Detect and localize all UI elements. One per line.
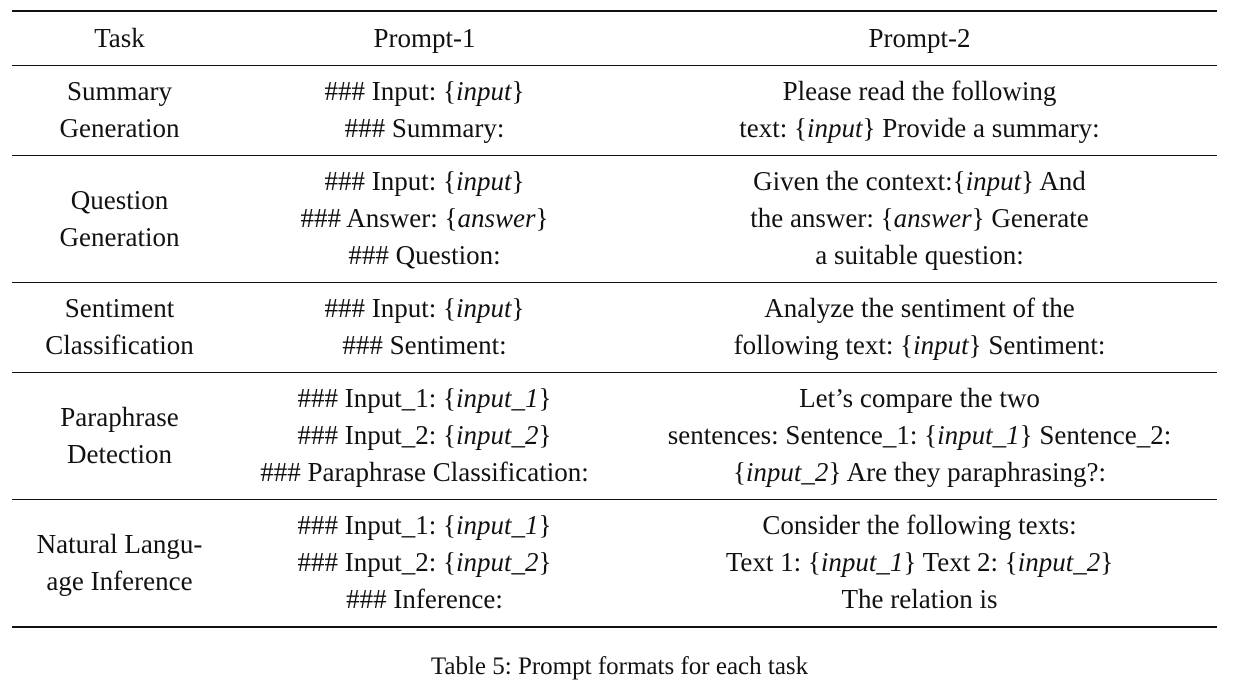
prompt-line <box>227 327 622 364</box>
prompt-text: } Text 2: { <box>903 547 1018 577</box>
prompt-line <box>227 581 622 618</box>
placeholder-variable: input_1 <box>820 547 904 577</box>
placeholder-variable: answer <box>457 203 536 233</box>
prompt-text: } <box>538 510 552 540</box>
prompt-text: ### Answer: { <box>300 203 458 233</box>
placeholder-variable: input_1 <box>937 420 1020 450</box>
table-header-row <box>12 11 1217 66</box>
prompt-line <box>227 417 622 454</box>
prompt-line <box>227 237 622 274</box>
prompt-1-cell <box>227 156 622 283</box>
prompt-2-cell <box>622 283 1217 373</box>
placeholder-variable: input <box>965 166 1022 196</box>
task-label-line: Detection <box>67 438 172 469</box>
prompt-text: } <box>538 420 552 450</box>
task-cell <box>12 283 227 373</box>
prompt-line <box>227 507 622 544</box>
prompt-text: } Sentiment: <box>968 330 1106 360</box>
prompt-1-cell <box>227 66 622 156</box>
table-row <box>12 66 1217 156</box>
prompt-text: text: { <box>739 113 807 143</box>
prompt-line <box>227 544 622 581</box>
placeholder-variable: input_1 <box>455 510 539 540</box>
prompt-line <box>622 544 1217 581</box>
prompt-text: The relation is <box>841 584 998 614</box>
prompt-text: } Provide a summary: <box>862 113 1100 143</box>
task-cell <box>12 156 227 283</box>
prompt-text: ### Input: { <box>324 293 456 323</box>
task-cell <box>12 373 227 500</box>
prompt-text: } Are they paraphrasing?: <box>828 457 1107 487</box>
placeholder-variable: input <box>455 166 512 196</box>
task-cell <box>12 500 227 628</box>
prompt-line <box>622 110 1217 147</box>
prompt-line <box>622 454 1217 491</box>
prompt-text: { <box>732 457 746 487</box>
prompt-text: the answer: { <box>750 203 894 233</box>
prompt-text: ### Paraphrase Classification: <box>260 457 589 487</box>
prompt-text: Please read the following <box>782 76 1057 106</box>
task-label-line: Sentiment <box>64 293 175 323</box>
table-body <box>12 66 1217 628</box>
prompt-1-cell <box>227 283 622 373</box>
prompt-text: } <box>511 166 525 196</box>
prompt-text: } Sentence_2: <box>1019 420 1172 450</box>
prompt-text: Consider the following texts: <box>762 510 1077 540</box>
prompt-line <box>622 417 1217 454</box>
prompt-text: following text: { <box>733 330 914 360</box>
prompt-1-cell <box>227 373 622 500</box>
table-row <box>12 283 1217 373</box>
placeholder-variable: input <box>455 293 512 323</box>
task-label-line: Paraphrase <box>60 401 179 432</box>
table-caption: Table 5: Prompt formats for each task <box>430 653 809 680</box>
placeholder-variable: input_2 <box>745 457 829 487</box>
prompt-line <box>227 200 622 237</box>
placeholder-variable: input_2 <box>1017 547 1101 577</box>
prompt-line <box>622 237 1217 274</box>
prompt-text: } <box>535 203 549 233</box>
prompt-line <box>622 163 1217 200</box>
prompt-text: ### Input_2: { <box>297 420 456 450</box>
table-row <box>12 373 1217 500</box>
prompt-line <box>227 73 622 110</box>
prompt-text: ### Question: <box>348 240 501 270</box>
prompt-line <box>622 507 1217 544</box>
prompt-text: Text 1: { <box>725 547 821 577</box>
prompt-line <box>227 290 622 327</box>
prompt-text: } <box>538 547 552 577</box>
prompt-formats-table <box>12 10 1217 628</box>
task-label-line: Generation <box>59 221 180 252</box>
prompt-text: ### Input_1: { <box>297 510 456 540</box>
prompt-text: } <box>511 76 525 106</box>
prompt-text: } <box>538 383 552 413</box>
placeholder-variable: answer <box>893 203 972 233</box>
prompt-2-cell <box>622 156 1217 283</box>
prompt-2-cell <box>622 66 1217 156</box>
task-label-line: Question <box>70 184 169 215</box>
prompt-text: Let’s compare the two <box>799 383 1040 413</box>
prompt-2-cell <box>622 373 1217 500</box>
placeholder-variable: input <box>913 330 969 360</box>
prompt-line <box>622 327 1217 364</box>
prompt-line <box>227 110 622 147</box>
task-cell <box>12 66 227 156</box>
table-row <box>12 156 1217 283</box>
prompt-line <box>227 380 622 417</box>
prompt-text: ### Input_1: { <box>297 383 456 413</box>
header-prompt-2: Prompt-2 <box>868 23 971 53</box>
placeholder-variable: input <box>455 76 512 106</box>
prompt-text: } <box>511 293 525 323</box>
task-label-line: age Inference <box>46 565 193 596</box>
prompt-text: a suitable question: <box>815 240 1024 270</box>
prompt-text: } Generate <box>971 203 1089 233</box>
task-label-line: Summary <box>67 76 172 106</box>
prompt-text: ### Input: { <box>324 76 456 106</box>
prompt-line <box>622 290 1217 327</box>
prompt-line <box>227 163 622 200</box>
header-prompt-1: Prompt-1 <box>373 23 476 53</box>
prompt-text: ### Input_2: { <box>297 547 456 577</box>
prompt-1-cell <box>227 500 622 628</box>
prompt-text: sentences: Sentence_1: { <box>667 420 938 450</box>
task-label-line: Generation <box>59 113 180 143</box>
prompt-line <box>622 200 1217 237</box>
header-task: Task <box>94 23 145 53</box>
prompt-line <box>622 380 1217 417</box>
task-label-line: Classification <box>45 330 194 360</box>
prompt-text: Given the context:{ <box>753 166 966 196</box>
prompt-line <box>227 454 622 491</box>
prompt-text: ### Input: { <box>324 166 456 196</box>
prompt-text: Analyze the sentiment of the <box>764 293 1075 323</box>
placeholder-variable: input_2 <box>455 547 539 577</box>
placeholder-variable: input_2 <box>455 420 539 450</box>
table-row <box>12 500 1217 628</box>
prompt-2-cell <box>622 500 1217 628</box>
prompt-text: } <box>1100 547 1114 577</box>
prompt-text: ### Sentiment: <box>342 330 507 360</box>
task-label-line: Natural Langu- <box>36 528 203 559</box>
prompt-line <box>622 581 1217 618</box>
prompt-text: } And <box>1021 166 1086 196</box>
prompt-text: ### Summary: <box>344 113 505 143</box>
placeholder-variable: input <box>807 113 863 143</box>
prompt-text: ### Inference: <box>346 584 503 614</box>
placeholder-variable: input_1 <box>455 383 539 413</box>
prompt-line <box>622 73 1217 110</box>
